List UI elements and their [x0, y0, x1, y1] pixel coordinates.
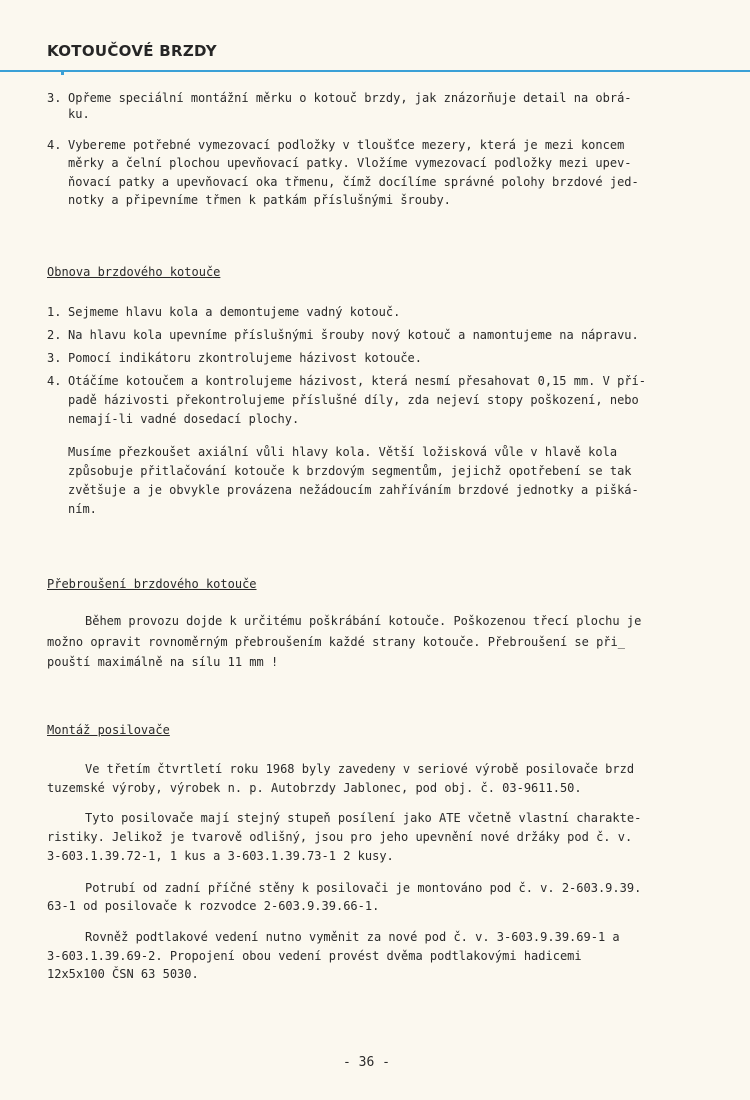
paragraph-line: způsobuje přitlačování kotouče k brzdovým segmentům, jejichž opotřebení se tak — [68, 464, 632, 478]
paragraph-line: Rovněž podtlakové vedení nutno vyměnit za nové pod č. v. 3-603.9.39.69-1 a — [85, 930, 620, 944]
list-item-line: Otáčíme kotoučem a kontrolujeme házivost, která nesmí přesahovat 0,15 mm. V pří- — [68, 374, 646, 388]
paragraph-line: ristiky. Jelikož je tvarově odlišný, jsou pro jeho upevnění nové držáky pod č. v. — [47, 830, 633, 844]
paragraph-line: ním. — [68, 502, 97, 516]
list-item-number: 2. — [47, 328, 62, 342]
list-item-number: 3. — [47, 351, 62, 365]
paragraph-line: 12x5x100 ČSN 63 5030. — [47, 967, 199, 981]
list-item-line: padě házivosti překontrolujeme příslušné díly, zda nejeví stopy poškození, nebo — [68, 393, 639, 407]
list-item-line: notky a připevníme třmen k patkám příslušnými šrouby. — [68, 193, 451, 207]
list-item-line: měrky a čelní plochou upevňovací patky. Vložíme vymezovací podložky mezi upev- — [68, 156, 632, 170]
header-rule — [0, 70, 750, 72]
section-heading: Obnova brzdového kotouče — [47, 265, 221, 279]
paragraph-line: Tyto posilovače mají stejný stupeň posílení jako ATE včetně vlastní charakte- — [85, 811, 642, 825]
section-heading: Montáž posilovače — [47, 723, 170, 737]
paragraph-line: Potrubí od zadní příčné stěny k posilovači je montováno pod č. v. 2-603.9.39. — [85, 881, 642, 895]
paragraph-line: pouští maximálně na sílu 11 mm ! — [47, 655, 279, 669]
list-item-line: nemají-li vadné dosedací plochy. — [68, 412, 300, 426]
page-header-title: KOTOUČOVÉ BRZDY — [47, 42, 217, 60]
list-item-line: Sejmeme hlavu kola a demontujeme vadný kotouč. — [68, 305, 401, 319]
header-rule-tick — [61, 72, 64, 75]
paragraph-line: 3-603.1.39.72-1, 1 kus a 3-603.1.39.73-1 2 kusy. — [47, 849, 394, 863]
paragraph-line: možno opravit rovnoměrným přebroušením každé strany kotouče. Přebroušení se při_ — [47, 635, 625, 649]
list-item-line: Opřeme speciální montážní měrku o kotouč brzdy, jak znázorňuje detail na obrá- — [68, 91, 632, 105]
paragraph-line: Během provozu dojde k určitému poškrábání kotouče. Poškozenou třecí plochu je — [85, 614, 642, 628]
page-number: - 36 - — [343, 1055, 390, 1070]
list-item-number: 4. — [47, 138, 62, 152]
list-item-number: 3. — [47, 91, 62, 105]
list-item-line: Vybereme potřebné vymezovací podložky v tloušťce mezery, která je mezi koncem — [68, 138, 625, 152]
list-item-number: 1. — [47, 305, 62, 319]
list-item-line: ku. — [68, 107, 90, 121]
paragraph-line: Musíme přezkoušet axiální vůli hlavy kola. Větší ložisková vůle v hlavě kola — [68, 445, 618, 459]
list-item-number: 4. — [47, 374, 62, 388]
paragraph-line: Ve třetím čtvrtletí roku 1968 byly zavedeny v seriové výrobě posilovače brzd — [85, 762, 635, 776]
list-item-line: Pomocí indikátoru zkontrolujeme házivost kotouče. — [68, 351, 423, 365]
paragraph-line: tuzemské výroby, výrobek n. p. Autobrzdy Jablonec, pod obj. č. 03-9611.50. — [47, 781, 582, 795]
list-item-line: Na hlavu kola upevníme příslušnými šrouby nový kotouč a namontujeme na nápravu. — [68, 328, 639, 342]
list-item-line: ňovací patky a upevňovací oka třmenu, čímž docílíme správné polohy brzdové jed- — [68, 175, 639, 189]
section-heading: Přebroušení brzdového kotouče — [47, 577, 257, 591]
paragraph-line: 3-603.1.39.69-2. Propojení obou vedení provést dvěma podtlakovými hadicemi — [47, 949, 582, 963]
paragraph-line: zvětšuje a je obvykle provázena nežádoucím zahříváním brzdové jednotky a pišká- — [68, 483, 639, 497]
paragraph-line: 63-1 od posilovače k rozvodce 2-603.9.39.66-1. — [47, 899, 380, 913]
